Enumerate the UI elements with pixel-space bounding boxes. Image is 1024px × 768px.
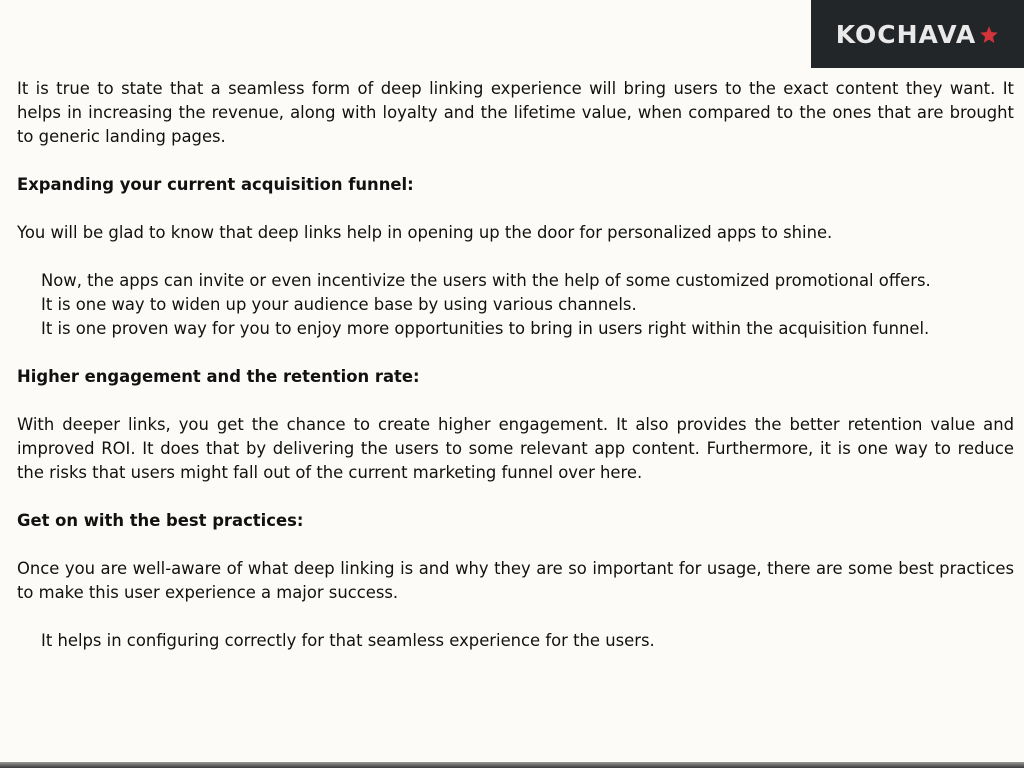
section-heading-acquisition: Expanding your current acquisition funnel:	[17, 175, 414, 194]
section-heading-best-practices: Get on with the best practices:	[17, 511, 304, 530]
bottom-divider	[0, 762, 1024, 768]
star-icon	[979, 25, 999, 45]
engagement-paragraph: With deeper links, you get the chance to create higher engagement. It also provides the better retention value and improved ROI. It does that by delivering the users to some relevant app content. Furthermore, it is one way to reduce the risks that users might fall out of the current marketing funnel over here.	[17, 415, 1014, 482]
article-body	[17, 77, 1014, 653]
best-practices-paragraph: Once you are well-aware of what deep linking is and why they are so important for usage, there are some best practices to make this user experience a major success.	[17, 559, 1014, 602]
kochava-logo	[811, 0, 1024, 68]
acquisition-point: Now, the apps can invite or even incentivize the users with the help of some customized promotional offers.	[41, 271, 931, 290]
logo-text: KOCHAVA	[835, 19, 977, 49]
acquisition-point: It is one proven way for you to enjoy more opportunities to bring in users right within the acquisition funnel.	[41, 319, 930, 338]
acquisition-paragraph: You will be glad to know that deep links help in opening up the door for personalized apps to shine.	[17, 223, 833, 242]
intro-paragraph: It is true to state that a seamless form of deep linking experience will bring users to the exact content they want. It helps in increasing the revenue, along with loyalty and the lifetime value, when compared to the ones that are brought to generic landing pages.	[17, 79, 1014, 146]
best-practices-point: It helps in configuring correctly for that seamless experience for the users.	[41, 631, 655, 650]
acquisition-point: It is one way to widen up your audience base by using various channels.	[41, 295, 637, 314]
section-heading-engagement: Higher engagement and the retention rate:	[17, 367, 420, 386]
